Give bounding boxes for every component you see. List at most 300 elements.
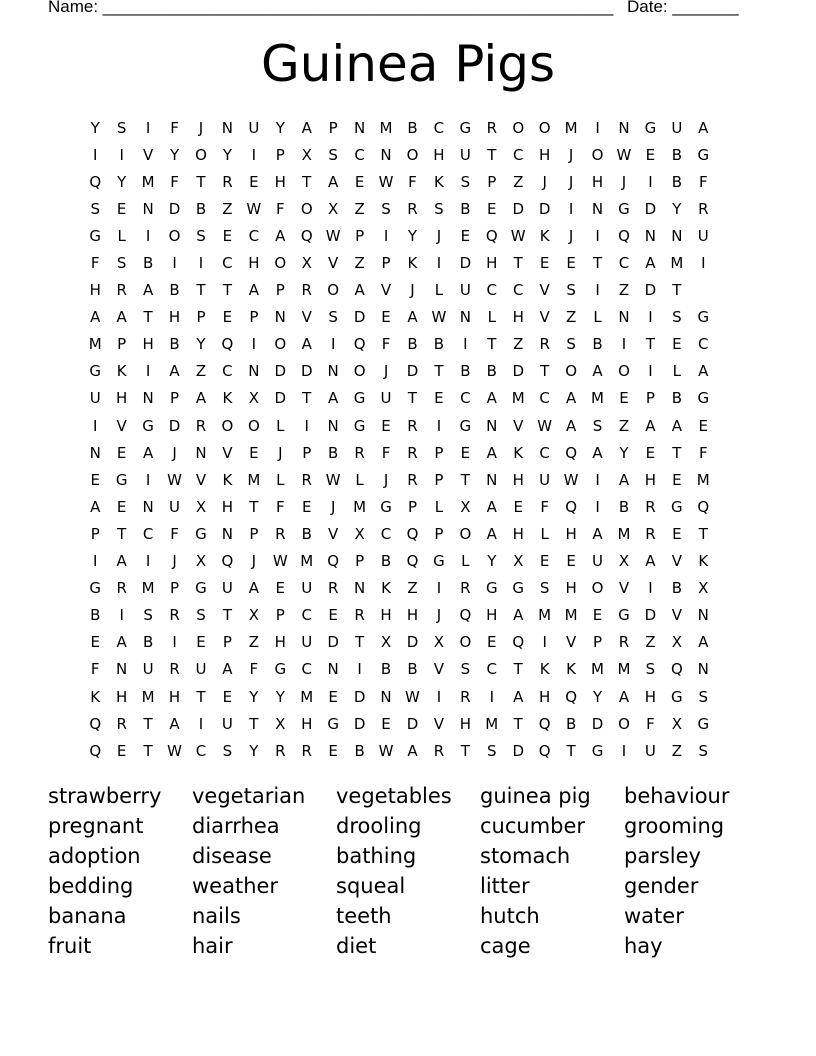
grid-letter[interactable]: M: [670, 254, 684, 273]
grid-letter[interactable]: I: [621, 741, 627, 760]
grid-letter[interactable]: M: [141, 172, 155, 191]
grid-letter[interactable]: D: [644, 199, 657, 218]
grid-letter[interactable]: E: [116, 497, 127, 516]
grid-letter[interactable]: G: [671, 497, 683, 516]
grid-letter[interactable]: O: [565, 362, 577, 381]
grid-letter[interactable]: U: [539, 470, 551, 489]
grid-letter[interactable]: R: [354, 443, 365, 462]
grid-letter[interactable]: X: [195, 552, 207, 571]
grid-letter[interactable]: B: [433, 335, 445, 354]
grid-letter[interactable]: I: [489, 687, 494, 706]
grid-letter[interactable]: W: [510, 226, 526, 245]
grid-letter[interactable]: H: [539, 145, 551, 164]
grid-letter[interactable]: I: [357, 660, 362, 679]
grid-letter[interactable]: C: [618, 254, 630, 273]
grid-letter[interactable]: D: [406, 362, 419, 381]
grid-letter[interactable]: P: [117, 335, 127, 354]
grid-letter[interactable]: N: [644, 226, 657, 245]
grid-letter[interactable]: P: [170, 389, 180, 408]
grid-letter[interactable]: J: [542, 172, 547, 191]
grid-letter[interactable]: S: [539, 579, 550, 598]
grid-letter[interactable]: Q: [221, 552, 234, 571]
grid-letter[interactable]: L: [461, 552, 470, 571]
grid-letter[interactable]: W: [616, 145, 632, 164]
grid-letter[interactable]: B: [407, 118, 418, 137]
grid-letter[interactable]: T: [222, 281, 232, 300]
grid-letter[interactable]: G: [485, 579, 498, 598]
grid-letter[interactable]: I: [436, 579, 442, 598]
grid-letter[interactable]: R: [275, 741, 286, 760]
grid-letter[interactable]: S: [196, 226, 206, 245]
grid-letter[interactable]: E: [645, 443, 656, 462]
grid-letter[interactable]: G: [115, 470, 128, 489]
grid-letter[interactable]: B: [671, 172, 682, 191]
grid-letter[interactable]: A: [618, 470, 630, 489]
grid-letter[interactable]: C: [698, 335, 709, 354]
grid-letter[interactable]: G: [89, 362, 102, 381]
grid-letter[interactable]: W: [167, 741, 182, 760]
grid-letter[interactable]: H: [142, 335, 154, 354]
grid-letter[interactable]: N: [142, 497, 154, 516]
grid-letter[interactable]: A: [248, 281, 259, 300]
grid-letter[interactable]: N: [221, 524, 234, 543]
grid-letter[interactable]: Z: [618, 416, 630, 435]
grid-letter[interactable]: B: [90, 606, 101, 625]
grid-letter[interactable]: N: [353, 118, 366, 137]
grid-letter[interactable]: Q: [406, 552, 419, 571]
grid-letter[interactable]: R: [460, 687, 471, 706]
grid-letter[interactable]: Q: [89, 741, 102, 760]
grid-letter[interactable]: T: [434, 362, 444, 381]
grid-letter[interactable]: D: [353, 714, 366, 733]
grid-letter[interactable]: T: [249, 497, 259, 516]
grid-letter[interactable]: D: [168, 199, 181, 218]
grid-letter[interactable]: S: [196, 606, 206, 625]
grid-letter[interactable]: G: [697, 389, 710, 408]
grid-letter[interactable]: T: [143, 714, 153, 733]
grid-letter[interactable]: E: [381, 714, 391, 733]
grid-letter[interactable]: N: [89, 443, 101, 462]
grid-letter[interactable]: E: [434, 389, 444, 408]
grid-letter[interactable]: G: [274, 660, 287, 679]
grid-letter[interactable]: M: [353, 497, 367, 516]
grid-letter[interactable]: T: [487, 145, 497, 164]
grid-letter[interactable]: U: [221, 714, 233, 733]
grid-letter[interactable]: G: [459, 118, 472, 137]
grid-letter[interactable]: A: [698, 633, 709, 652]
grid-letter[interactable]: T: [540, 362, 550, 381]
grid-letter[interactable]: Y: [222, 145, 232, 164]
grid-letter[interactable]: O: [353, 362, 366, 381]
grid-letter[interactable]: A: [486, 497, 497, 516]
grid-letter[interactable]: B: [328, 443, 339, 462]
grid-letter[interactable]: I: [304, 416, 309, 435]
grid-letter[interactable]: B: [354, 741, 365, 760]
grid-letter[interactable]: F: [170, 524, 179, 543]
grid-letter[interactable]: R: [116, 281, 127, 300]
grid-letter[interactable]: Q: [618, 226, 630, 245]
grid-letter[interactable]: S: [460, 660, 471, 679]
grid-letter[interactable]: Y: [249, 687, 259, 706]
grid-letter[interactable]: A: [592, 443, 603, 462]
grid-letter[interactable]: X: [248, 389, 259, 408]
grid-letter[interactable]: S: [566, 335, 576, 354]
grid-letter[interactable]: A: [169, 362, 180, 381]
grid-letter[interactable]: Z: [513, 335, 524, 354]
grid-letter[interactable]: E: [249, 172, 259, 191]
grid-letter[interactable]: F: [170, 172, 179, 191]
grid-letter[interactable]: D: [168, 416, 181, 435]
grid-letter[interactable]: O: [618, 714, 630, 733]
grid-letter[interactable]: R: [645, 497, 656, 516]
grid-letter[interactable]: Z: [671, 741, 682, 760]
grid-letter[interactable]: P: [381, 254, 391, 273]
grid-letter[interactable]: E: [592, 606, 603, 625]
grid-letter[interactable]: K: [513, 443, 524, 462]
grid-letter[interactable]: T: [698, 524, 708, 543]
grid-letter[interactable]: I: [595, 226, 600, 245]
grid-letter[interactable]: H: [565, 524, 577, 543]
grid-letter[interactable]: P: [407, 497, 417, 516]
grid-letter[interactable]: I: [542, 633, 547, 652]
grid-letter[interactable]: N: [248, 362, 260, 381]
grid-letter[interactable]: A: [645, 552, 656, 571]
grid-letter[interactable]: B: [460, 362, 471, 381]
grid-letter[interactable]: H: [644, 470, 657, 489]
grid-letter[interactable]: K: [381, 579, 391, 598]
grid-letter[interactable]: V: [513, 416, 524, 435]
grid-letter[interactable]: P: [170, 579, 180, 598]
grid-letter[interactable]: K: [222, 389, 233, 408]
grid-letter[interactable]: G: [671, 687, 683, 706]
grid-letter[interactable]: N: [195, 443, 207, 462]
grid-letter[interactable]: E: [539, 552, 550, 571]
grid-letter[interactable]: C: [460, 389, 471, 408]
grid-letter[interactable]: N: [327, 416, 339, 435]
grid-letter[interactable]: E: [275, 579, 286, 598]
grid-letter[interactable]: A: [328, 389, 339, 408]
grid-letter[interactable]: E: [487, 199, 497, 218]
grid-letter[interactable]: N: [142, 389, 154, 408]
grid-letter[interactable]: F: [90, 254, 100, 273]
grid-letter[interactable]: J: [383, 470, 389, 489]
grid-letter[interactable]: C: [222, 254, 233, 273]
grid-letter[interactable]: G: [618, 199, 630, 218]
grid-letter[interactable]: U: [195, 660, 207, 679]
grid-letter[interactable]: H: [116, 389, 128, 408]
grid-letter[interactable]: W: [405, 687, 420, 706]
grid-letter[interactable]: X: [354, 524, 365, 543]
grid-letter[interactable]: J: [198, 118, 204, 137]
grid-letter[interactable]: R: [301, 281, 312, 300]
grid-letter[interactable]: T: [222, 606, 232, 625]
grid-letter[interactable]: X: [513, 552, 524, 571]
grid-letter[interactable]: T: [460, 470, 470, 489]
grid-letter[interactable]: P: [593, 633, 603, 652]
grid-letter[interactable]: X: [301, 254, 312, 273]
grid-letter[interactable]: D: [591, 714, 604, 733]
grid-letter[interactable]: E: [328, 687, 338, 706]
grid-letter[interactable]: G: [380, 497, 392, 516]
grid-letter[interactable]: J: [436, 226, 442, 245]
grid-letter[interactable]: A: [301, 118, 312, 137]
grid-letter[interactable]: G: [142, 416, 154, 435]
grid-letter[interactable]: A: [698, 118, 709, 137]
grid-letter[interactable]: K: [566, 660, 577, 679]
grid-letter[interactable]: M: [247, 470, 261, 489]
grid-letter[interactable]: E: [672, 524, 682, 543]
grid-letter[interactable]: K: [539, 226, 550, 245]
grid-letter[interactable]: A: [195, 389, 207, 408]
grid-letter[interactable]: S: [566, 281, 576, 300]
grid-letter[interactable]: Q: [697, 497, 710, 516]
grid-letter[interactable]: T: [143, 308, 153, 327]
grid-letter[interactable]: P: [434, 524, 444, 543]
grid-letter[interactable]: B: [671, 579, 682, 598]
grid-letter[interactable]: U: [592, 552, 604, 571]
grid-letter[interactable]: R: [645, 524, 656, 543]
grid-letter[interactable]: Y: [592, 687, 603, 706]
grid-letter[interactable]: P: [302, 443, 312, 462]
grid-letter[interactable]: R: [169, 606, 180, 625]
grid-letter[interactable]: L: [487, 308, 496, 327]
grid-letter[interactable]: A: [698, 362, 709, 381]
grid-letter[interactable]: A: [407, 741, 418, 760]
grid-letter[interactable]: S: [143, 606, 153, 625]
grid-letter[interactable]: Y: [619, 443, 629, 462]
grid-letter[interactable]: C: [301, 606, 312, 625]
grid-letter[interactable]: S: [90, 199, 100, 218]
grid-letter[interactable]: L: [434, 497, 444, 516]
grid-letter[interactable]: G: [644, 118, 657, 137]
grid-letter[interactable]: T: [487, 335, 497, 354]
grid-letter[interactable]: O: [459, 524, 472, 543]
grid-letter[interactable]: H: [301, 714, 313, 733]
grid-letter[interactable]: I: [172, 633, 177, 652]
grid-letter[interactable]: S: [487, 741, 497, 760]
grid-letter[interactable]: H: [274, 633, 286, 652]
grid-letter[interactable]: O: [274, 335, 287, 354]
grid-letter[interactable]: I: [621, 335, 627, 354]
grid-letter[interactable]: C: [512, 281, 524, 300]
grid-letter[interactable]: U: [380, 389, 392, 408]
grid-letter[interactable]: G: [591, 741, 604, 760]
grid-letter[interactable]: G: [459, 416, 472, 435]
grid-letter[interactable]: E: [116, 199, 127, 218]
grid-letter[interactable]: N: [380, 145, 392, 164]
grid-letter[interactable]: Y: [196, 335, 206, 354]
grid-letter[interactable]: F: [90, 660, 100, 679]
grid-letter[interactable]: M: [591, 389, 604, 408]
grid-letter[interactable]: E: [90, 633, 100, 652]
grid-letter[interactable]: M: [617, 660, 631, 679]
grid-letter[interactable]: H: [512, 524, 524, 543]
grid-letter[interactable]: G: [697, 714, 710, 733]
grid-letter[interactable]: W: [325, 226, 341, 245]
grid-letter[interactable]: M: [141, 687, 155, 706]
grid-letter[interactable]: E: [222, 226, 233, 245]
grid-letter[interactable]: T: [513, 660, 523, 679]
grid-letter[interactable]: X: [671, 714, 682, 733]
grid-letter[interactable]: A: [618, 687, 630, 706]
grid-letter[interactable]: V: [671, 552, 682, 571]
grid-letter[interactable]: A: [486, 524, 497, 543]
grid-letter[interactable]: T: [117, 524, 127, 543]
grid-letter[interactable]: S: [460, 172, 471, 191]
grid-letter[interactable]: O: [221, 416, 234, 435]
grid-letter[interactable]: Z: [354, 254, 365, 273]
grid-letter[interactable]: N: [327, 660, 339, 679]
grid-letter[interactable]: T: [460, 741, 470, 760]
grid-letter[interactable]: E: [116, 443, 127, 462]
grid-letter[interactable]: U: [169, 497, 181, 516]
grid-letter[interactable]: J: [410, 281, 415, 300]
grid-letter[interactable]: N: [591, 199, 604, 218]
grid-letter[interactable]: B: [380, 660, 392, 679]
grid-letter[interactable]: N: [116, 660, 128, 679]
grid-letter[interactable]: E: [301, 497, 312, 516]
grid-letter[interactable]: P: [222, 633, 232, 652]
grid-letter[interactable]: B: [380, 552, 392, 571]
grid-letter[interactable]: X: [671, 633, 682, 652]
grid-letter[interactable]: Y: [90, 118, 100, 137]
grid-letter[interactable]: Z: [513, 172, 524, 191]
grid-letter[interactable]: H: [512, 308, 524, 327]
grid-letter[interactable]: A: [486, 443, 497, 462]
grid-letter[interactable]: R: [407, 443, 418, 462]
grid-letter[interactable]: A: [248, 579, 259, 598]
grid-letter[interactable]: O: [512, 118, 525, 137]
grid-letter[interactable]: V: [539, 308, 550, 327]
grid-letter[interactable]: X: [195, 497, 207, 516]
grid-letter[interactable]: N: [380, 687, 392, 706]
grid-letter[interactable]: P: [355, 552, 365, 571]
grid-letter[interactable]: J: [436, 606, 442, 625]
grid-letter[interactable]: N: [486, 416, 498, 435]
grid-letter[interactable]: A: [116, 308, 127, 327]
grid-letter[interactable]: Z: [222, 199, 233, 218]
grid-letter[interactable]: H: [221, 497, 234, 516]
grid-letter[interactable]: A: [90, 308, 101, 327]
grid-letter[interactable]: W: [537, 416, 553, 435]
grid-letter[interactable]: S: [328, 145, 338, 164]
grid-letter[interactable]: O: [247, 416, 260, 435]
grid-letter[interactable]: M: [617, 524, 631, 543]
grid-letter[interactable]: Y: [672, 199, 682, 218]
grid-letter[interactable]: D: [406, 714, 419, 733]
grid-letter[interactable]: I: [648, 308, 653, 327]
grid-letter[interactable]: P: [645, 389, 655, 408]
grid-letter[interactable]: H: [433, 145, 445, 164]
grid-letter[interactable]: M: [485, 714, 499, 733]
grid-letter[interactable]: V: [328, 524, 339, 543]
grid-letter[interactable]: I: [436, 254, 442, 273]
grid-letter[interactable]: A: [116, 633, 127, 652]
grid-letter[interactable]: E: [90, 470, 100, 489]
grid-letter[interactable]: P: [275, 145, 285, 164]
grid-letter[interactable]: C: [195, 741, 207, 760]
grid-letter[interactable]: Q: [327, 552, 340, 571]
grid-letter[interactable]: Q: [221, 335, 234, 354]
grid-letter[interactable]: A: [142, 443, 154, 462]
grid-letter[interactable]: J: [568, 145, 574, 164]
grid-letter[interactable]: R: [433, 741, 445, 760]
grid-letter[interactable]: N: [697, 606, 709, 625]
grid-letter[interactable]: E: [381, 308, 391, 327]
grid-letter[interactable]: H: [565, 579, 577, 598]
grid-letter[interactable]: R: [486, 118, 497, 137]
grid-letter[interactable]: A: [565, 389, 577, 408]
grid-letter[interactable]: X: [275, 714, 286, 733]
grid-letter[interactable]: A: [142, 281, 154, 300]
grid-letter[interactable]: D: [512, 362, 524, 381]
grid-letter[interactable]: P: [196, 308, 206, 327]
grid-letter[interactable]: G: [353, 389, 366, 408]
grid-letter[interactable]: R: [222, 172, 233, 191]
grid-letter[interactable]: B: [301, 524, 312, 543]
grid-letter[interactable]: R: [275, 524, 286, 543]
grid-letter[interactable]: A: [328, 172, 339, 191]
grid-letter[interactable]: K: [698, 552, 709, 571]
grid-letter[interactable]: E: [672, 470, 682, 489]
grid-letter[interactable]: X: [698, 579, 709, 598]
grid-letter[interactable]: X: [433, 633, 445, 652]
grid-letter[interactable]: I: [251, 335, 257, 354]
grid-letter[interactable]: I: [436, 687, 442, 706]
grid-letter[interactable]: P: [434, 470, 444, 489]
grid-letter[interactable]: S: [698, 741, 709, 760]
grid-letter[interactable]: M: [379, 118, 393, 137]
grid-letter[interactable]: R: [407, 416, 418, 435]
grid-letter[interactable]: I: [145, 470, 151, 489]
grid-letter[interactable]: E: [460, 443, 471, 462]
grid-letter[interactable]: X: [618, 552, 630, 571]
grid-letter[interactable]: X: [301, 145, 312, 164]
grid-letter[interactable]: R: [195, 416, 207, 435]
grid-letter[interactable]: H: [248, 254, 260, 273]
grid-letter[interactable]: A: [116, 552, 127, 571]
name-field[interactable]: Name: ______________________________________________________: [48, 0, 614, 16]
grid-letter[interactable]: B: [407, 660, 418, 679]
grid-letter[interactable]: P: [249, 308, 259, 327]
grid-letter[interactable]: L: [355, 470, 364, 489]
grid-letter[interactable]: D: [274, 362, 287, 381]
grid-letter[interactable]: O: [168, 226, 181, 245]
grid-letter[interactable]: U: [89, 389, 101, 408]
grid-letter[interactable]: M: [300, 687, 314, 706]
grid-letter[interactable]: K: [116, 362, 127, 381]
grid-letter[interactable]: G: [89, 579, 102, 598]
grid-letter[interactable]: U: [221, 579, 233, 598]
grid-letter[interactable]: Y: [487, 552, 497, 571]
grid-letter[interactable]: D: [538, 199, 551, 218]
grid-letter[interactable]: N: [618, 118, 630, 137]
grid-letter[interactable]: V: [116, 416, 127, 435]
grid-letter[interactable]: T: [672, 281, 682, 300]
grid-letter[interactable]: T: [196, 281, 206, 300]
grid-letter[interactable]: Q: [565, 497, 577, 516]
grid-letter[interactable]: J: [568, 226, 574, 245]
grid-letter[interactable]: U: [459, 281, 471, 300]
grid-letter[interactable]: U: [248, 118, 260, 137]
grid-letter[interactable]: F: [408, 172, 417, 191]
grid-letter[interactable]: T: [143, 741, 153, 760]
grid-letter[interactable]: C: [539, 443, 550, 462]
grid-letter[interactable]: X: [380, 633, 392, 652]
grid-letter[interactable]: T: [566, 741, 576, 760]
grid-letter[interactable]: G: [697, 145, 710, 164]
grid-letter[interactable]: O: [300, 199, 313, 218]
